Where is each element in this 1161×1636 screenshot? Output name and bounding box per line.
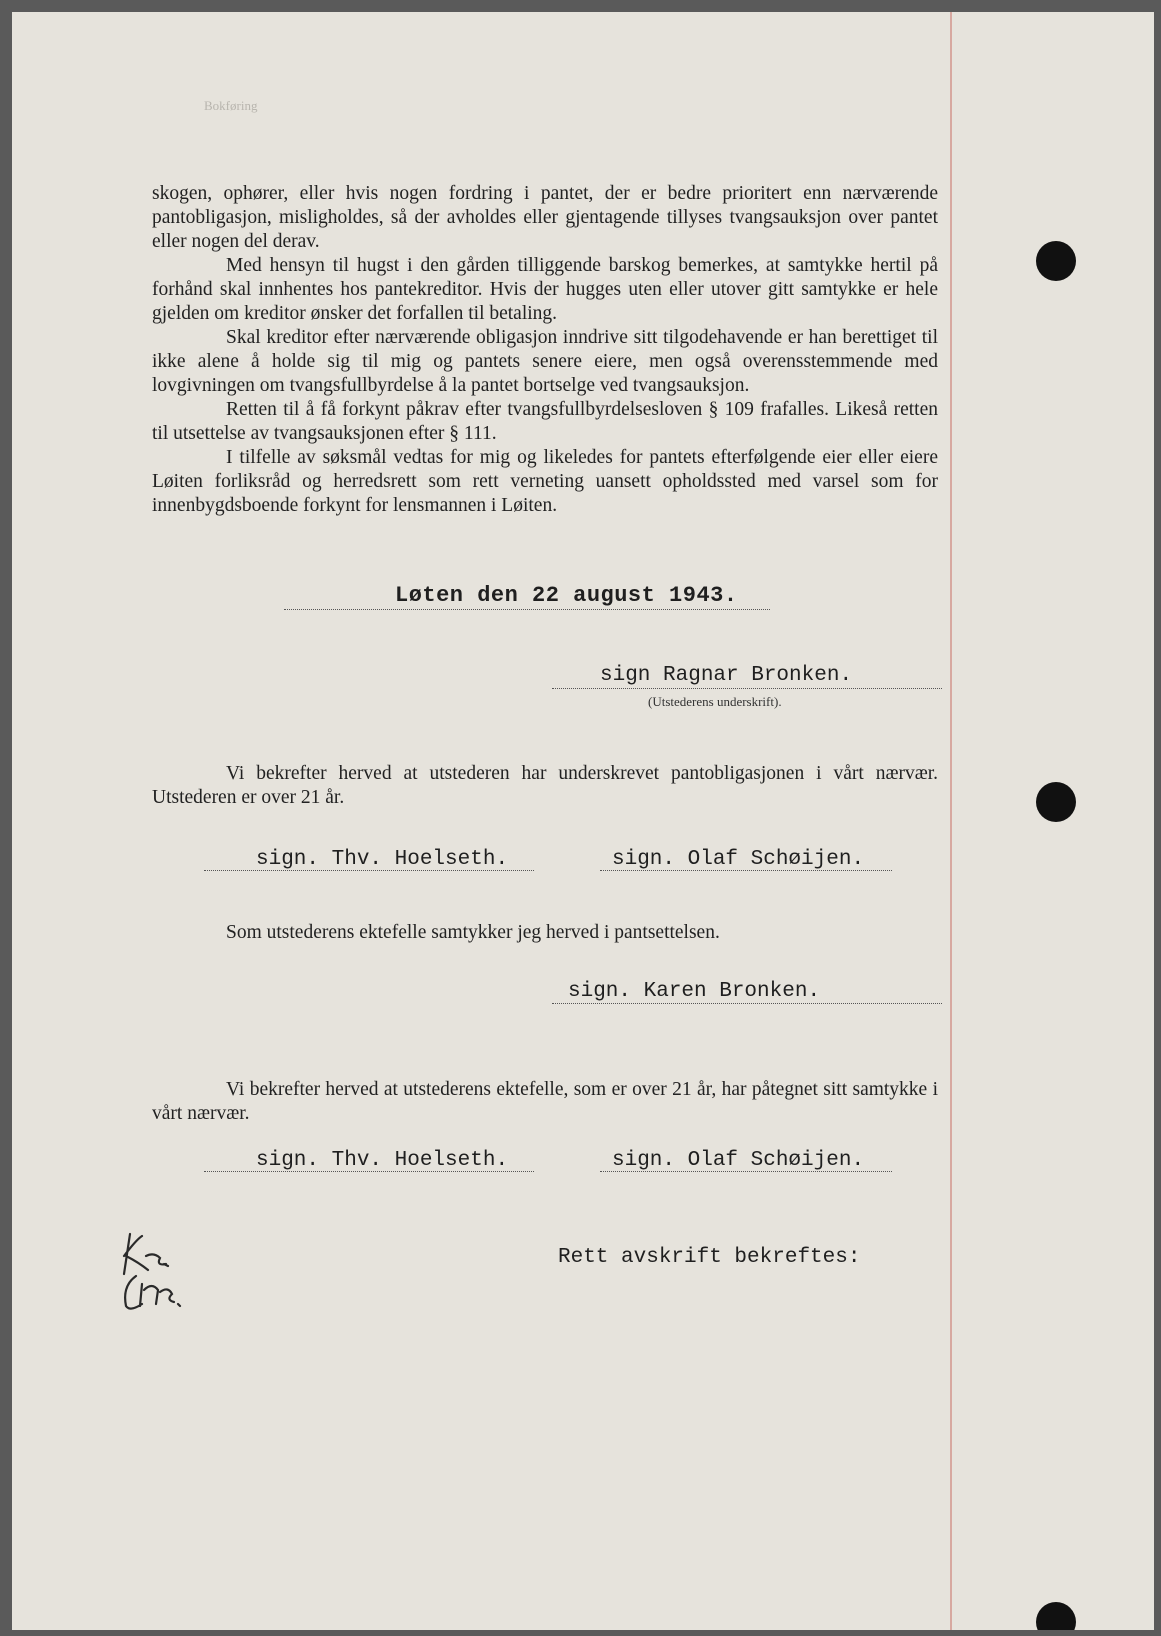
red-margin-line bbox=[950, 12, 952, 1630]
witness-3-signature: sign. Thv. Hoelseth. bbox=[256, 1149, 509, 1172]
binder-hole-bottom bbox=[1036, 1602, 1076, 1630]
body-text bbox=[152, 182, 938, 518]
handwritten-initials bbox=[116, 1226, 206, 1316]
paragraph-4: Retten til å få forkynt påkrav efter tvangsfullbyrdelsesloven § 109 frafalles. Likeså retten til utsettelse av tvangsauksjonen efter § 111. bbox=[152, 399, 938, 444]
issuer-caption: (Utstederens underskrift). bbox=[648, 694, 782, 709]
paragraph-3: Skal kreditor efter nærværende obligasjon inndrive sitt tilgodehavende er han berettiget til ikke alene å holde sig til mig og pantets senere eiere, men også overensstemmende med lovgivningen om tvangsfullbyrdelse å la pantet bortselge ved tvangsauksjon. bbox=[152, 327, 938, 396]
witness-4-signature: sign. Olaf Schøijen. bbox=[612, 1149, 865, 1172]
date-dotted-line bbox=[284, 609, 770, 610]
document-page bbox=[12, 12, 1154, 1630]
issuer-signature-line bbox=[552, 688, 942, 689]
binder-hole-top bbox=[1036, 241, 1076, 281]
header-stamp: Bokføring bbox=[204, 98, 258, 113]
spouse-consent: Som utstederens ektefelle samtykker jeg herved i pantsettelsen. bbox=[226, 922, 720, 943]
issuer-signature: sign Ragnar Bronken. bbox=[600, 664, 853, 687]
witness-statement-2: Vi bekrefter herved at utstederens ektefelle, som er over 21 år, har påtegnet sitt samtykke i vårt nærvær. bbox=[152, 1079, 938, 1124]
spouse-signature-line bbox=[552, 1003, 942, 1004]
witness-1-signature: sign. Thv. Hoelseth. bbox=[256, 848, 509, 871]
paragraph-5: I tilfelle av søksmål vedtas for mig og likeledes for pantets efterfølgende eier eller eiere Løiten forliksråd og herredsrett som rett verneting uansett opholdssted med varsel som for innenbygdsboende forkynt for lensmannen i Løiten. bbox=[152, 447, 938, 516]
certification-text: Rett avskrift bekreftes: bbox=[558, 1246, 861, 1269]
paragraph-1: skogen, ophører, eller hvis nogen fordring i pantet, der er bedre prioritert enn nærværende pantobligasjon, misligholdes, så der avholdes eller gjentagende tillyses tvangsauksjon over pantet eller nogen del derav. bbox=[152, 183, 938, 252]
paragraph-2: Med hensyn til hugst i den gården tilliggende barskog bemerkes, at samtykke hertil på forhånd skal innhentes hos pantekreditor. Hvis der hugges uten eller utover gitt samtykke er hele gjelden om kreditor ønsker det forfallen til betaling. bbox=[152, 255, 938, 324]
witness-2-signature: sign. Olaf Schøijen. bbox=[612, 848, 865, 871]
date-line: Løten den 22 august 1943. bbox=[395, 583, 738, 608]
binder-hole-middle bbox=[1036, 782, 1076, 822]
spouse-signature: sign. Karen Bronken. bbox=[568, 980, 821, 1003]
witness-statement-1: Vi bekrefter herved at utstederen har underskrevet pantobligasjonen i vårt nærvær. Utstederen er over 21 år. bbox=[152, 763, 938, 808]
